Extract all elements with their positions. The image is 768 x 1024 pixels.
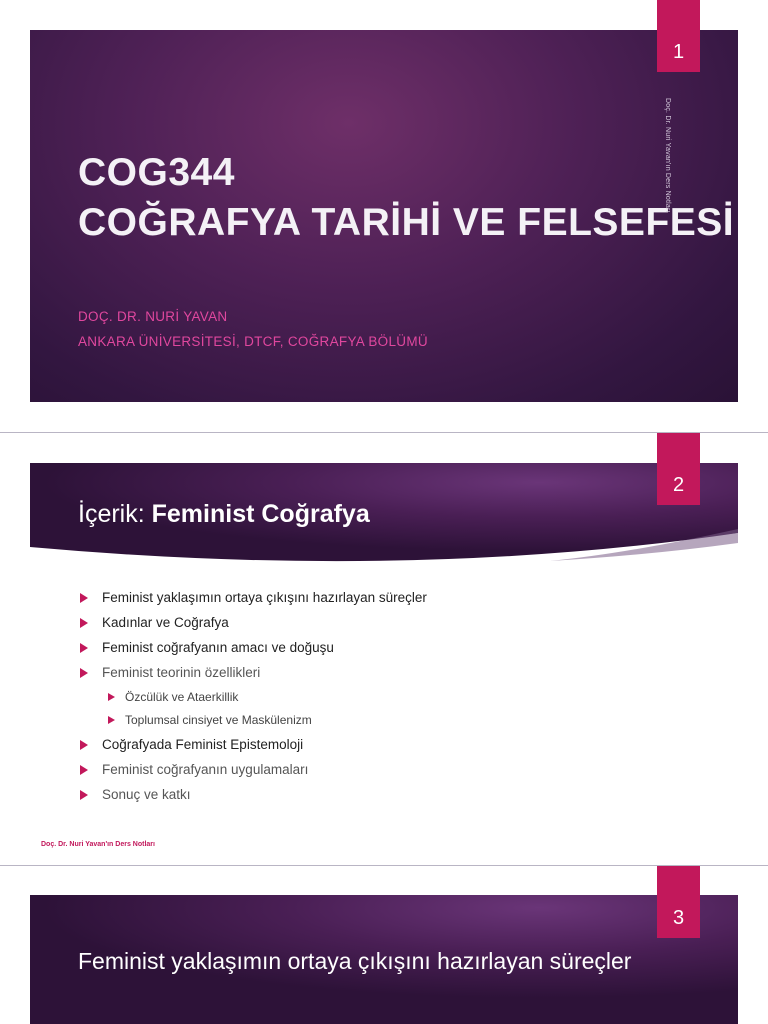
list-item bbox=[80, 665, 260, 680]
author-name: DOÇ. DR. NURİ YAVAN bbox=[78, 309, 228, 324]
list-item-text: Kadınlar ve Coğrafya bbox=[102, 615, 229, 630]
list-item bbox=[80, 737, 303, 752]
bullet-arrow-icon bbox=[80, 765, 88, 775]
list-item bbox=[80, 787, 191, 802]
list-item-text: Feminist coğrafyanın uygulamaları bbox=[102, 762, 309, 777]
slide-3-title: Feminist yaklaşımın ortaya çıkışını hazırlayan süreçler bbox=[78, 948, 632, 974]
list-item-text: Özcülük ve Ataerkillik bbox=[125, 690, 239, 704]
affiliation: ANKARA ÜNİVERSİTESİ, DTCF, COĞRAFYA BÖLÜMÜ bbox=[78, 334, 428, 349]
slide-number-3: 3 bbox=[657, 866, 700, 938]
list-item-text: Coğrafyada Feminist Epistemoloji bbox=[102, 737, 304, 752]
sub-list-item bbox=[108, 713, 312, 727]
slide-2-title bbox=[78, 500, 370, 529]
list-item bbox=[80, 615, 229, 630]
slide-1-subtitle bbox=[78, 304, 428, 354]
list-item bbox=[80, 762, 308, 777]
list-item-text: Sonuç ve katkı bbox=[102, 787, 191, 802]
list-item-text: Feminist teorinin özellikleri bbox=[102, 665, 261, 680]
title-topic: Feminist Coğrafya bbox=[151, 500, 370, 528]
slide-number-2: 2 bbox=[657, 433, 700, 505]
bullet-arrow-icon bbox=[108, 716, 115, 724]
slide-2-footer: Doç. Dr. Nuri Yavan'ın Ders Notları bbox=[41, 841, 155, 848]
bullet-arrow-icon bbox=[80, 740, 88, 750]
bullet-arrow-icon bbox=[108, 693, 115, 701]
slide-divider bbox=[0, 432, 768, 433]
list-item-text: Toplumsal cinsiyet ve Maskülenizm bbox=[125, 713, 312, 727]
bullet-arrow-icon bbox=[80, 618, 88, 628]
slide-number-1: 1 bbox=[657, 0, 700, 72]
list-item-text: Feminist yaklaşımın ortaya çıkışını hazırlayan süreçler bbox=[102, 590, 427, 605]
slide-1-title bbox=[78, 148, 734, 248]
slide-1 bbox=[30, 30, 738, 402]
bullet-arrow-icon bbox=[80, 668, 88, 678]
vertical-notes-label: Doç. Dr. Nuri Yavan'ın Ders Notları bbox=[664, 98, 671, 213]
bullet-arrow-icon bbox=[80, 643, 88, 653]
list-item bbox=[80, 590, 427, 605]
title-prefix: İçerik: bbox=[78, 500, 152, 528]
bullet-arrow-icon bbox=[80, 790, 88, 800]
slide-divider bbox=[0, 865, 768, 866]
list-item bbox=[80, 640, 334, 655]
course-name: COĞRAFYA TARİHİ VE FELSEFESİ bbox=[78, 201, 735, 244]
list-item-text: Feminist coğrafyanın amacı ve doğuşu bbox=[102, 640, 334, 655]
sub-list-item bbox=[108, 690, 238, 704]
course-code: COG344 bbox=[78, 151, 235, 194]
bullet-arrow-icon bbox=[80, 593, 88, 603]
